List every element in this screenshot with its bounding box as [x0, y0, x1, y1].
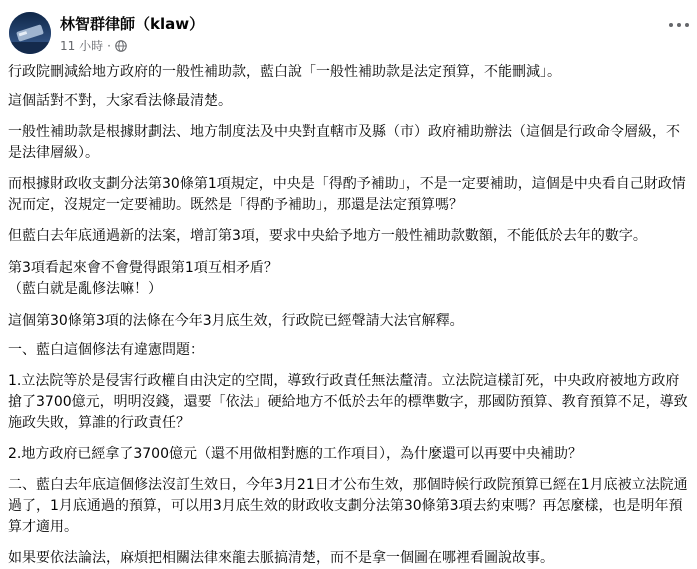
- more-options-icon[interactable]: [669, 18, 689, 32]
- post-paragraph: 行政院刪減給地方政府的一般性補助款，藍白說「一般性補助款是法定預算，不能刪減」。: [8, 64, 561, 80]
- author-avatar[interactable]: [9, 12, 51, 54]
- post-paragraph: 第3項看起來會不會覺得跟第1項互相矛盾？ （藍白就是亂修法嘛！）: [8, 260, 278, 297]
- post-paragraph: 1.立法院等於是侵害行政權自由決定的空間，導致行政責任無法釐清。立法院這樣訂死，中央政府被地方政府搶了3700億元，明明沒錢，還要「依法」硬給地方不低於去年的標準數字，那國防預算、教育預算不足，導致施政失敗，算誰的行政責任？: [8, 373, 688, 431]
- post-body: [8, 62, 690, 569]
- post-paragraph: 但藍白去年底通過新的法案，增訂第3項，要求中央給予地方一般性補助款數額，不能低於去年的數字。: [8, 228, 647, 244]
- globe-icon: [115, 40, 127, 52]
- post-paragraph: 這個第30條第3項的法條在今年3月底生效，行政院已經聲請大法官解釋。: [8, 313, 464, 329]
- author-name[interactable]: 林智群律師（klaw）: [60, 15, 205, 33]
- post-paragraph: 2.地方政府已經拿了3700億元（還不用做相對應的工作項目），為什麼還可以再要中央補助？: [8, 446, 582, 462]
- post-header: [9, 12, 689, 58]
- post-paragraph: 一、藍白這個修法有違憲問題：: [8, 342, 204, 358]
- post-timestamp[interactable]: 11 小時: [60, 39, 104, 53]
- post-meta: [60, 37, 127, 54]
- post-paragraph: 這個話對不對，大家看法條最清楚。: [8, 93, 232, 109]
- meta-separator: ·: [107, 38, 111, 53]
- avatar-image: [9, 12, 51, 54]
- post-paragraph: 二、藍白去年底這個修法沒訂生效日，今年3月21日才公布生效，那個時候行政院預算已經在1月底被立法院通過了，1月底通過的預算，可以用3月底生效的財政收支劃分法第30條第3項去約束嗎？再怎麼樣，也是明年預算才適用。: [8, 477, 688, 535]
- post-paragraph: 如果要依法論法，麻煩把相關法律來龍去脈搞清楚，而不是拿一個圖在哪裡看圖說故事。: [8, 550, 554, 566]
- post-paragraph: 而根據財政收支劃分法第30條第1項規定，中央是「得酌予補助」，不是一定要補助，這個是中央看自己財政情況而定，沒規定一定要補助。既然是「得酌予補助」，那還是法定預算嗎？: [8, 176, 686, 213]
- post-paragraph: 一般性補助款是根據財劃法、地方制度法及中央對直轄市及縣（市）政府補助辦法（這個是行政命令層級，不是法律層級）。: [8, 124, 680, 161]
